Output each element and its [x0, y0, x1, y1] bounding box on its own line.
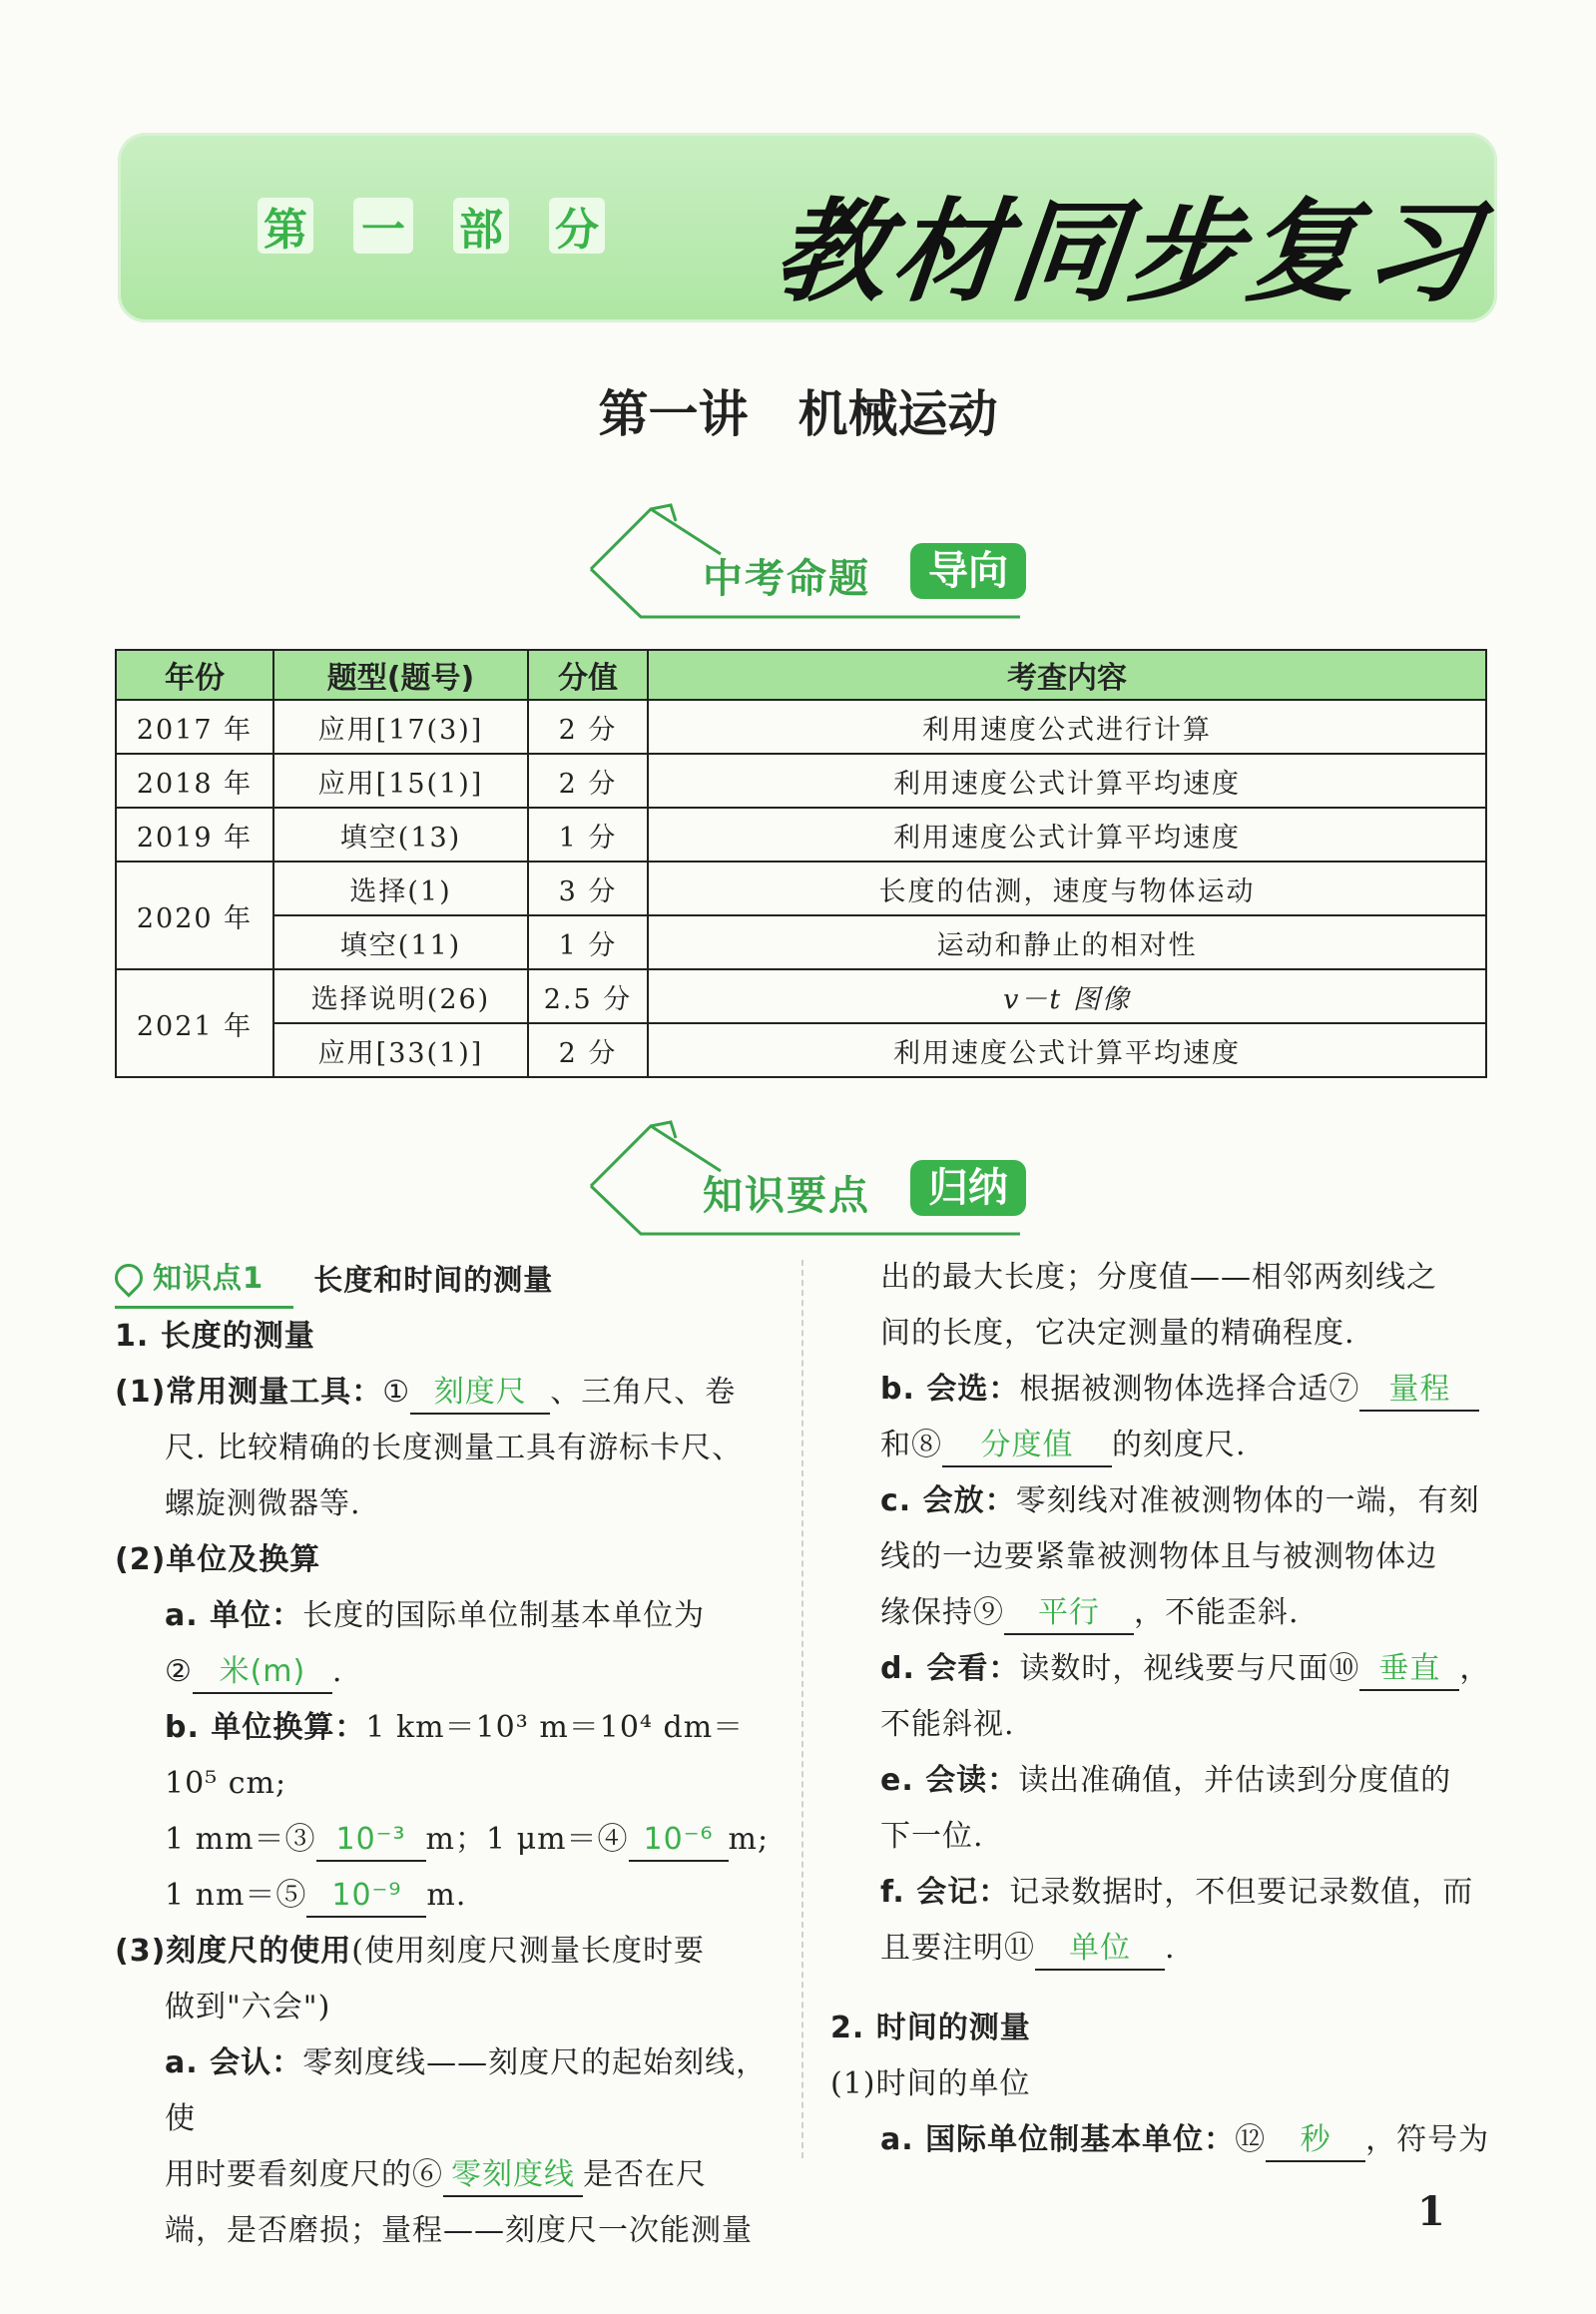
section-header-pill: 归纳 — [910, 1160, 1026, 1216]
paragraph: f. 会记：记录数据时，不但要记录数值，而 — [880, 1875, 1474, 1910]
table-row — [116, 969, 1486, 1023]
score-cell: 2 分 — [528, 700, 648, 754]
knowledge-point-heading — [115, 1250, 774, 1309]
subsection-label: (2)单位及换算 — [115, 1542, 321, 1577]
right-column — [830, 1250, 1497, 2168]
subsection-label: (1)时间的单位 — [830, 2066, 1031, 2101]
score-cell: 2 分 — [528, 1023, 648, 1077]
paragraph-line: 且要注明⑪ 单位 . — [830, 1921, 1497, 1977]
type-cell: 应用[15(1)] — [273, 754, 528, 808]
table-header: 分值 — [528, 650, 648, 700]
answer-blank: 刻度尺 — [410, 1373, 550, 1415]
content-cell: v－t 图像 — [648, 969, 1486, 1023]
banner-title: 教材同步复习 — [769, 187, 1489, 317]
knowledge-point-title: 长度和时间的测量 — [313, 1262, 554, 1297]
answer-blank: 零刻度线 — [443, 2155, 583, 2197]
page-number: 1 — [1417, 2188, 1445, 2235]
table-header: 题型(题号) — [273, 650, 528, 700]
table-header: 年份 — [116, 650, 273, 700]
paragraph: (1)常用测量工具：① 刻度尺 、三角尺、卷 — [115, 1365, 774, 1421]
year-cell: 2020 年 — [116, 862, 273, 969]
section-header-knowledge — [581, 1116, 1040, 1236]
paragraph-line: 尺. 比较精确的长度测量工具有游标卡尺、 — [165, 1431, 744, 1465]
paragraph: b. 单位换算：1 km＝10³ m＝10⁴ dm＝10⁵ cm; — [165, 1710, 745, 1801]
answer-blank: 米(m) — [193, 1652, 332, 1694]
table-header-row — [116, 650, 1486, 700]
answer-blank: 垂直 — [1359, 1649, 1459, 1691]
part-label — [258, 198, 605, 254]
paragraph: (3)刻度尺的使用(使用刻度尺测量长度时要 — [115, 1934, 706, 1969]
subsection-heading: 2. 时间的测量 — [830, 2011, 1031, 2045]
location-pin-icon — [109, 1258, 149, 1298]
content-cell: 利用速度公式计算平均速度 — [648, 754, 1486, 808]
type-cell: 选择(1) — [273, 862, 528, 915]
part-banner — [118, 133, 1497, 322]
score-cell: 3 分 — [528, 862, 648, 915]
paragraph: a. 单位：长度的国际单位制基本单位为 — [165, 1598, 706, 1633]
answer-blank: 量程 — [1359, 1370, 1479, 1412]
paragraph-line: 出的最大长度；分度值——相邻两刻线之 — [880, 1260, 1437, 1295]
type-cell: 应用[33(1)] — [273, 1023, 528, 1077]
paragraph-line: 做到"六会") — [165, 1990, 331, 2025]
paragraph-line: 线的一边要紧靠被测物体且与被测物体边 — [880, 1539, 1437, 1574]
paragraph: a. 国际单位制基本单位：⑫ 秒 ，符号为 — [830, 2112, 1497, 2168]
paragraph-line: 螺旋测微器等. — [165, 1486, 361, 1521]
score-cell: 1 分 — [528, 808, 648, 862]
type-cell: 填空(11) — [273, 915, 528, 969]
table-row — [116, 808, 1486, 862]
answer-blank: 平行 — [1004, 1593, 1134, 1635]
paragraph-line: 用时要看刻度尺的⑥ 零刻度线 是否在尺 — [115, 2147, 774, 2203]
answer-blank: 秒 — [1266, 2120, 1365, 2162]
score-cell: 2.5 分 — [528, 969, 648, 1023]
paragraph-line: 和⑧ 分度值 的刻度尺. — [830, 1418, 1497, 1473]
paragraph-line: 不能斜视. — [880, 1707, 1015, 1742]
exam-table — [115, 649, 1487, 1078]
section-header-text: 知识要点 — [703, 1173, 870, 1219]
type-cell: 填空(13) — [273, 808, 528, 862]
answer-blank: 单位 — [1035, 1929, 1165, 1971]
paragraph: b. 会选：根据被测物体选择合适⑦ 量程 — [830, 1362, 1497, 1418]
paragraph-line: 缘保持⑨ 平行 ，不能歪斜. — [830, 1585, 1497, 1641]
part-char: 第 — [258, 198, 313, 254]
paragraph-line: 下一位. — [880, 1819, 984, 1854]
table-row — [116, 754, 1486, 808]
paragraph-line: ② 米(m) . — [115, 1644, 774, 1700]
content-cell: 长度的估测，速度与物体运动 — [648, 862, 1486, 915]
table-row — [116, 700, 1486, 754]
knowledge-point-number: 知识点1 — [153, 1261, 265, 1295]
content-cell: 利用速度公式进行计算 — [648, 700, 1486, 754]
year-cell: 2019 年 — [116, 808, 273, 862]
paragraph-line: 间的长度，它决定测量的精确程度. — [880, 1316, 1355, 1351]
answer-blank: 10⁻⁹ — [306, 1876, 426, 1918]
answer-blank: 分度值 — [942, 1426, 1112, 1467]
part-char: 一 — [353, 198, 413, 254]
paragraph: a. 会认：零刻度线——刻度尺的起始刻线，使 — [165, 2045, 768, 2136]
score-cell: 2 分 — [528, 754, 648, 808]
section-header-pill: 导向 — [910, 543, 1026, 599]
paragraph-line: 1 nm＝⑤ 10⁻⁹ m. — [115, 1868, 774, 1924]
type-cell: 选择说明(26) — [273, 969, 528, 1023]
content-cell: 利用速度公式计算平均速度 — [648, 808, 1486, 862]
paragraph: d. 会看：读数时，视线要与尺面⑩ 垂直 ， — [830, 1641, 1497, 1697]
part-char: 部 — [453, 198, 509, 254]
knowledge-point-tag — [115, 1250, 293, 1309]
score-cell: 1 分 — [528, 915, 648, 969]
content-cell: 利用速度公式计算平均速度 — [648, 1023, 1486, 1077]
column-divider — [801, 1260, 803, 2158]
paragraph-line: 端，是否磨损；量程——刻度尺一次能测量 — [165, 2213, 753, 2248]
content-cell: 运动和静止的相对性 — [648, 915, 1486, 969]
type-cell: 应用[17(3)] — [273, 700, 528, 754]
section-header-text: 中考命题 — [703, 556, 870, 602]
left-column — [115, 1250, 774, 2259]
answer-blank: 10⁻³ — [316, 1820, 426, 1862]
table-row — [116, 915, 1486, 969]
paragraph: e. 会读：读出准确值，并估读到分度值的 — [880, 1763, 1452, 1798]
part-char: 分 — [549, 198, 605, 254]
table-header: 考查内容 — [648, 650, 1486, 700]
answer-blank: 10⁻⁶ — [629, 1820, 729, 1862]
paragraph: c. 会放：零刻线对准被测物体的一端，有刻 — [880, 1483, 1480, 1518]
section-header-exam-direction — [581, 499, 1040, 619]
table-row — [116, 1023, 1486, 1077]
year-cell: 2017 年 — [116, 700, 273, 754]
paragraph-line: 1 mm＝③ 10⁻³ m；1 μm＝④ 10⁻⁶ m; — [115, 1812, 774, 1868]
lecture-title: 第一讲 机械运动 — [598, 384, 998, 443]
table-row — [116, 862, 1486, 915]
year-cell: 2021 年 — [116, 969, 273, 1077]
subsection-heading: 1. 长度的测量 — [115, 1319, 315, 1354]
year-cell: 2018 年 — [116, 754, 273, 808]
